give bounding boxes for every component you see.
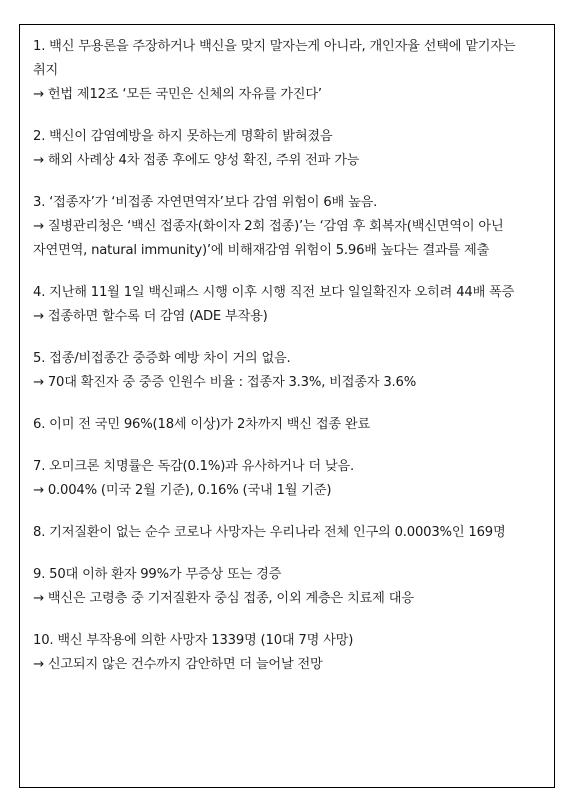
item-title: 9. 50대 이하 환자 99%가 무증상 또는 경증 bbox=[33, 567, 282, 582]
item-detail: → 70대 확진자 중 중증 인원수 비율 : 접종자 3.3%, 비접종자 3.6% bbox=[33, 375, 417, 390]
item-detail: → 백신은 고령층 중 기저질환자 중심 접종, 이외 계층은 치료제 대응 bbox=[33, 591, 414, 606]
list-item-7 bbox=[33, 455, 542, 503]
document-box bbox=[19, 24, 555, 788]
list-item-4 bbox=[33, 281, 542, 329]
list-item-1 bbox=[33, 35, 542, 107]
item-title: 8. 기저질환이 없는 순수 코로나 사망자는 우리나라 전체 인구의 0.0003%인 169명 bbox=[33, 525, 506, 540]
item-detail: → 접종하면 할수록 더 감염 (ADE 부작용) bbox=[33, 309, 268, 324]
item-detail: → 헌법 제12조 ‘모든 국민은 신체의 자유를 가진다’ bbox=[33, 87, 322, 102]
list-item-3 bbox=[33, 191, 542, 263]
item-title: 10. 백신 부작용에 의한 사망자 1339명 (10대 7명 사망) bbox=[33, 633, 354, 648]
item-detail: → 질병관리청은 ‘백신 접종자(화이자 2회 접종)’는 ‘감염 후 회복자(백신면역이 아닌 자연면역, natural immunity)’에 비해재감염 위험이 5.96배 높다는 결과를 제출 bbox=[33, 219, 504, 258]
list-item-2 bbox=[33, 125, 542, 173]
item-title: 7. 오미크론 치명률은 독감(0.1%)과 유사하거나 더 낮음. bbox=[33, 459, 354, 474]
item-title: 5. 접종/비접종간 중증화 예방 차이 거의 없음. bbox=[33, 351, 291, 366]
item-title: 4. 지난해 11월 1일 백신패스 시행 이후 시행 직전 보다 일일확진자 오히려 44배 폭증 bbox=[33, 285, 515, 300]
list-item-6 bbox=[33, 413, 542, 437]
item-detail: → 해외 사례상 4차 접종 후에도 양성 확진, 주위 전파 가능 bbox=[33, 153, 360, 168]
item-title: 2. 백신이 감염예방을 하지 못하는게 명확히 밝혀졌음 bbox=[33, 129, 333, 144]
item-title: 1. 백신 무용론을 주장하거나 백신을 맞지 말자는게 아니라, 개인자율 선택에 맡기자는 취지 bbox=[33, 39, 516, 78]
item-title: 6. 이미 전 국민 96%(18세 이상)가 2차까지 백신 접종 완료 bbox=[33, 417, 370, 432]
list-item-10 bbox=[33, 629, 542, 677]
list-item-5 bbox=[33, 347, 542, 395]
item-detail: → 신고되지 않은 건수까지 감안하면 더 늘어날 전망 bbox=[33, 657, 323, 672]
list-item-9 bbox=[33, 563, 542, 611]
item-detail: → 0.004% (미국 2월 기준), 0.16% (국내 1월 기준) bbox=[33, 483, 332, 498]
list-item-8 bbox=[33, 521, 542, 545]
item-title: 3. ‘접종자’가 ‘비접종 자연면역자’보다 감염 위험이 6배 높음. bbox=[33, 195, 378, 210]
